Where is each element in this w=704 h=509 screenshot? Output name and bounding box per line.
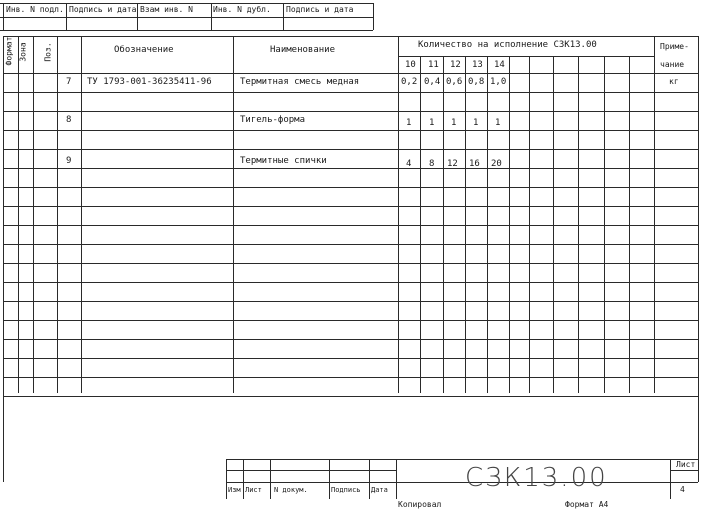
row-8-q13: 1	[473, 118, 479, 128]
row-7-q10: 0,2	[401, 77, 418, 87]
grid-row-line	[3, 339, 698, 340]
sheet-number: 4	[680, 485, 685, 494]
stamp-sign-date-2: Подпись и дата	[286, 5, 354, 14]
title-col-izm: Изм	[228, 486, 241, 494]
row-7-designation: ТУ 1793-001-36235411-96	[87, 77, 212, 87]
row-7-name: Термитная смесь медная	[240, 77, 360, 87]
grid-row-line	[3, 263, 698, 264]
row-9-name: Термитные спички	[240, 156, 327, 166]
header-name: Наименование	[270, 45, 336, 55]
grid-row-line	[3, 244, 698, 245]
grid-row-line	[3, 225, 698, 226]
grid-row-line	[3, 206, 698, 207]
row-8-q10: 1	[406, 118, 412, 128]
header-variant-13: 13	[472, 60, 483, 70]
grid-row-line	[3, 301, 698, 302]
row-7-q11: 0,4	[424, 77, 441, 87]
row-8-q14: 1	[495, 118, 501, 128]
footer-copied: Копировал	[398, 500, 442, 509]
title-col-list: Лист	[245, 486, 262, 494]
row-7-q12: 0,6	[446, 77, 463, 87]
row-8-name: Тигель-форма	[240, 115, 306, 125]
header-pos: Поз.	[43, 42, 53, 62]
title-col-doc: N докум.	[274, 486, 308, 494]
row-9-q13: 16	[469, 159, 480, 169]
stamp-inv-podl: Инв. N подл.	[6, 5, 64, 14]
row-7-q14: 1,0	[490, 77, 507, 87]
footer-format: Формат А4	[565, 500, 609, 509]
header-note-1: Приме-	[660, 42, 689, 51]
header-zone: Зона	[18, 42, 28, 62]
grid-row-line	[3, 187, 698, 188]
row-9-q10: 4	[406, 159, 412, 169]
grid-row-line	[3, 396, 698, 397]
row-9-q11: 8	[429, 159, 435, 169]
grid-row-line	[3, 92, 698, 93]
header-variant-10: 10	[405, 60, 416, 70]
row-8-q12: 1	[451, 118, 457, 128]
header-variant-11: 11	[428, 60, 439, 70]
grid-row-line	[3, 130, 698, 131]
header-format: Формат	[4, 36, 14, 66]
header-quantity-title: Количество на исполнение СЗК13.00	[418, 40, 597, 50]
header-variant-12: 12	[450, 60, 461, 70]
row-7-q13: 0,8	[468, 77, 485, 87]
stamp-sign-date-1: Подпись и дата	[69, 5, 137, 14]
sheet-label: Лист	[676, 460, 696, 469]
grid-row-line	[3, 320, 698, 321]
header-note-2: чание	[660, 60, 685, 69]
row-9-pos: 9	[66, 156, 72, 166]
row-7-note: кг	[669, 77, 679, 86]
row-9-q14: 20	[491, 159, 502, 169]
grid-row-line	[3, 282, 698, 283]
grid-row-line	[3, 168, 698, 169]
document-code: СЗК13.00	[465, 463, 608, 493]
header-designation: Обозначение	[114, 45, 174, 55]
title-col-date: Дата	[371, 486, 388, 494]
row-8-q11: 1	[429, 118, 435, 128]
title-col-sign: Подпись	[331, 486, 361, 494]
grid-row-line	[3, 358, 698, 359]
stamp-inv-dubl: Инв. N дубл.	[213, 5, 271, 14]
grid-row-line	[3, 111, 698, 112]
grid-row-line	[3, 149, 698, 150]
stamp-vzam-inv: Взам инв. N	[140, 5, 193, 14]
grid-row-line	[3, 377, 698, 378]
header-variant-14: 14	[494, 60, 505, 70]
row-8-pos: 8	[66, 115, 72, 125]
row-9-q12: 12	[447, 159, 458, 169]
row-7-pos: 7	[66, 77, 72, 87]
